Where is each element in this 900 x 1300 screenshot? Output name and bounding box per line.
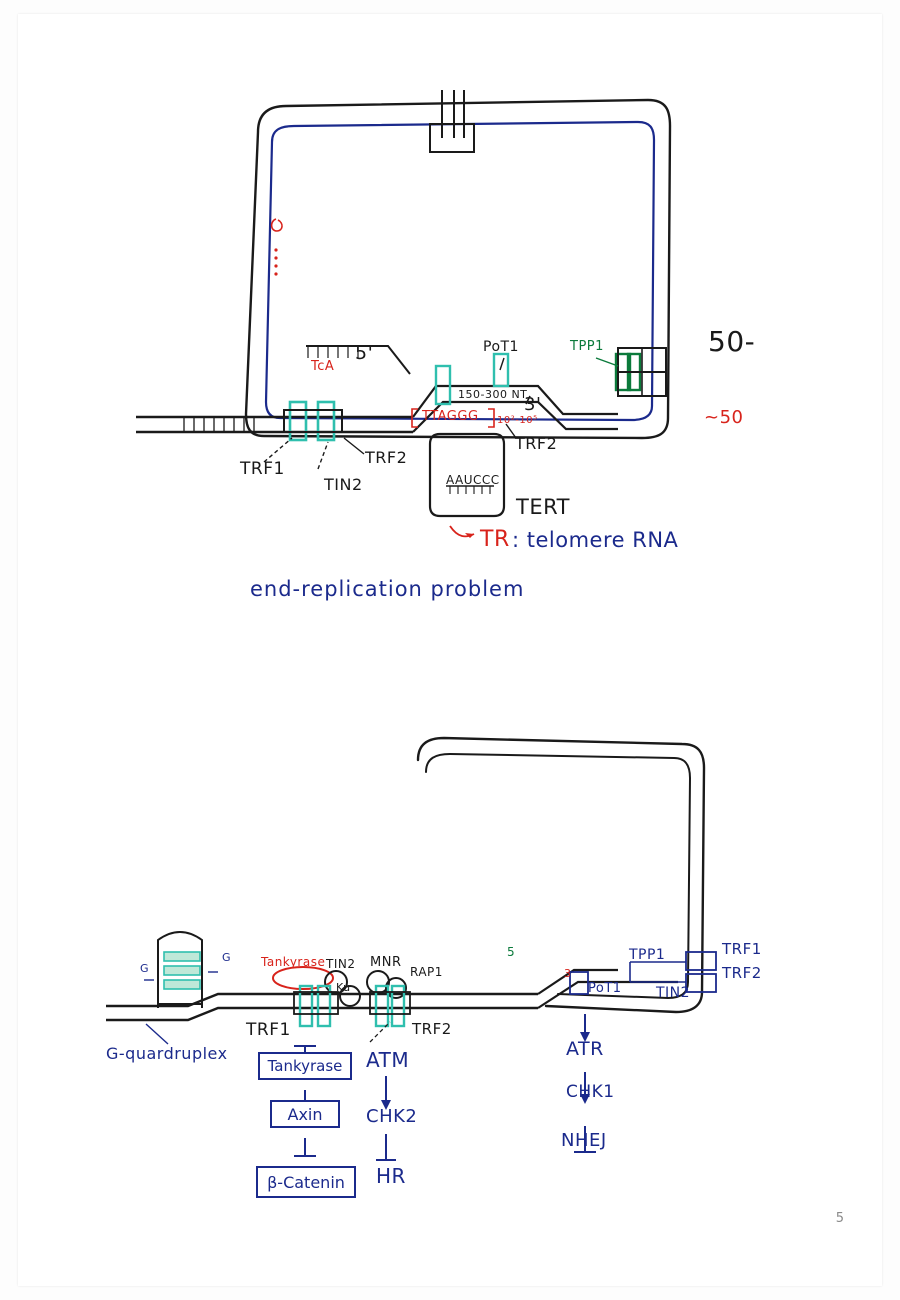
label-aauccc: AAUCCC bbox=[446, 473, 500, 487]
label-pot1: PoT1 bbox=[483, 339, 519, 355]
label-three-prime: 3' bbox=[524, 394, 542, 415]
label-trf2-right: TRF2 bbox=[515, 434, 558, 453]
label-pot1-fig2: PoT1 bbox=[588, 981, 622, 996]
label-scale-bottom: ~50 bbox=[704, 407, 744, 428]
label-trf2-left: TRF2 bbox=[365, 448, 408, 467]
pathway-node-nhej: NHEJ bbox=[561, 1130, 607, 1151]
label-tert: TERT bbox=[516, 495, 570, 519]
label-trf1-right: TRF1 bbox=[722, 940, 762, 958]
figure1-caption: end-replication problem bbox=[250, 577, 525, 601]
label-ttaggg: TTAGGG bbox=[422, 409, 479, 424]
label-trf1-fig2: TRF1 bbox=[246, 1020, 291, 1040]
pathway-node-tankyrase: Tankyrase bbox=[258, 1052, 352, 1080]
pathway-node-beta-catenin: β-Catenin bbox=[256, 1166, 356, 1198]
label-tankyrase-top: Tankyrase bbox=[261, 955, 326, 969]
pathway-node-axin: Axin bbox=[270, 1100, 340, 1128]
label-tca: TcA bbox=[311, 359, 335, 374]
label-loop-length: 150-300 NT bbox=[458, 388, 528, 401]
label-loop-count: 10²-10⁵ bbox=[497, 415, 538, 426]
label-tpp1-fig2: TPP1 bbox=[629, 947, 666, 963]
label-ku: Ku bbox=[336, 981, 351, 994]
label-trf2-fig2: TRF2 bbox=[412, 1020, 452, 1038]
figure1-drawing bbox=[18, 14, 882, 634]
pathway-node-atr: ATR bbox=[566, 1038, 604, 1060]
label-five-prime-fig2: 5 bbox=[507, 945, 516, 959]
label-rap1: RAP1 bbox=[410, 965, 443, 979]
label-tin2-top: TIN2 bbox=[326, 957, 356, 971]
figure2-drawing bbox=[18, 724, 882, 1244]
label-scale-top: 50- bbox=[708, 325, 756, 358]
label-tin2-right: TIN2 bbox=[656, 985, 691, 1001]
label-trf2-right: TRF2 bbox=[722, 964, 762, 982]
label-g-quadruplex: G-quardruplex bbox=[106, 1044, 228, 1063]
label-tr: TR bbox=[480, 527, 510, 552]
label-tr-expansion: : telomere RNA bbox=[512, 528, 679, 552]
pathway-node-hr: HR bbox=[376, 1164, 406, 1188]
label-five-prime-left: 5' bbox=[355, 342, 374, 364]
page-number: 5 bbox=[835, 1211, 844, 1226]
notebook-sheet bbox=[18, 14, 882, 1286]
pathway-node-atm: ATM bbox=[366, 1048, 410, 1072]
label-tpp1: TPP1 bbox=[570, 339, 604, 354]
label-g-left: G bbox=[140, 962, 150, 975]
pathway-node-chk1: CHK1 bbox=[566, 1082, 615, 1102]
label-three-prime-fig2: 3 bbox=[564, 967, 572, 980]
label-mnr: MNR bbox=[370, 955, 402, 970]
label-tin2: TIN2 bbox=[324, 475, 363, 494]
label-trf1: TRF1 bbox=[240, 459, 285, 479]
pathway-node-chk2: CHK2 bbox=[366, 1106, 418, 1127]
label-g-right: G bbox=[222, 951, 232, 964]
